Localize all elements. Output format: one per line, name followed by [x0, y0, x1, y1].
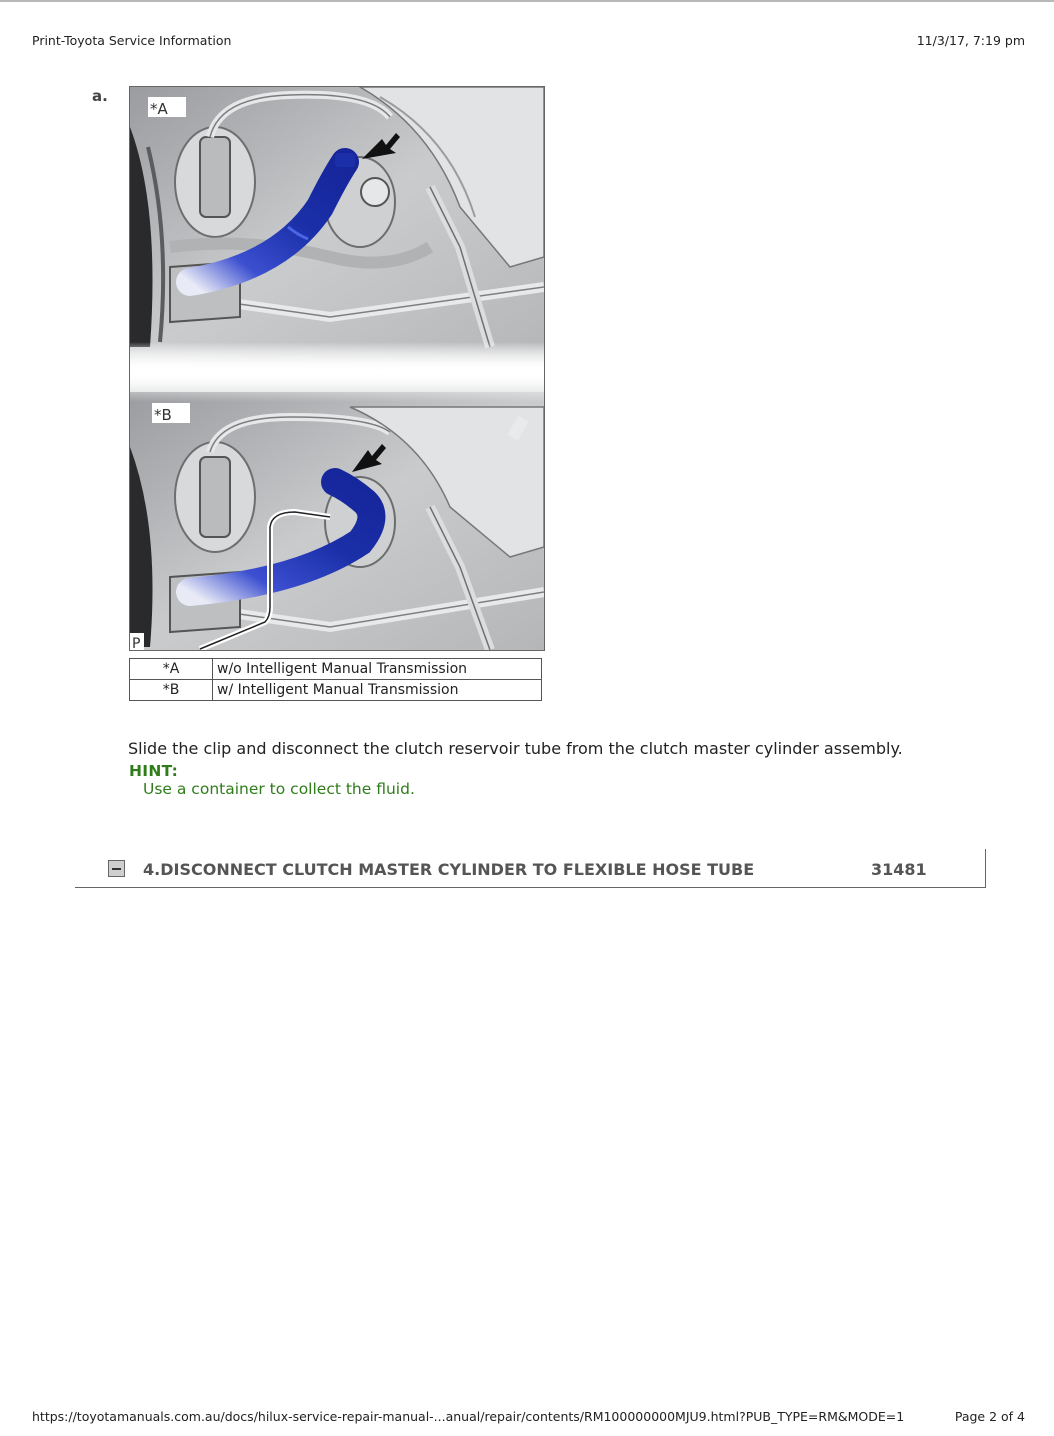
collapse-icon[interactable] [108, 860, 125, 877]
section-header [75, 849, 986, 888]
section-divider [985, 849, 986, 888]
panel-a-label: *A [150, 100, 168, 118]
hint-text: Use a container to collect the fluid. [143, 780, 415, 798]
print-title: Print-Toyota Service Information [32, 33, 232, 48]
legend-desc: w/ Intelligent Manual Transmission [213, 680, 542, 701]
step-marker: a. [92, 87, 108, 105]
hint-label: HINT: [129, 762, 179, 780]
instruction-text: Slide the clip and disconnect the clutch reservoir tube from the clutch master cylinder assembly. [128, 739, 903, 758]
legend-code: *B [130, 680, 213, 701]
top-rule [0, 0, 1054, 2]
section-code: 31481 [871, 860, 927, 879]
footer-url: https://toyotamanuals.com.au/docs/hilux-service-repair-manual-...anual/repair/contents/RM100000000MJU9.html?PUB_TYPE=RM&MODE=1 [32, 1409, 905, 1424]
footer-page-number: Page 2 of 4 [954, 1409, 1025, 1424]
section-title[interactable]: 4.DISCONNECT CLUTCH MASTER CYLINDER TO FLEXIBLE HOSE TUBE [143, 860, 755, 879]
panel-a [130, 87, 544, 362]
table-row [130, 659, 542, 680]
print-timestamp: 11/3/17, 7:19 pm [916, 33, 1025, 48]
legend-desc: w/o Intelligent Manual Transmission [213, 659, 542, 680]
panel-b-label: *B [154, 406, 172, 424]
illustration-figure [129, 86, 545, 651]
panel-b [130, 342, 544, 650]
table-row [130, 680, 542, 701]
legend-table [129, 658, 542, 701]
figure-corner-mark: P [132, 636, 141, 650]
legend-code: *A [130, 659, 213, 680]
